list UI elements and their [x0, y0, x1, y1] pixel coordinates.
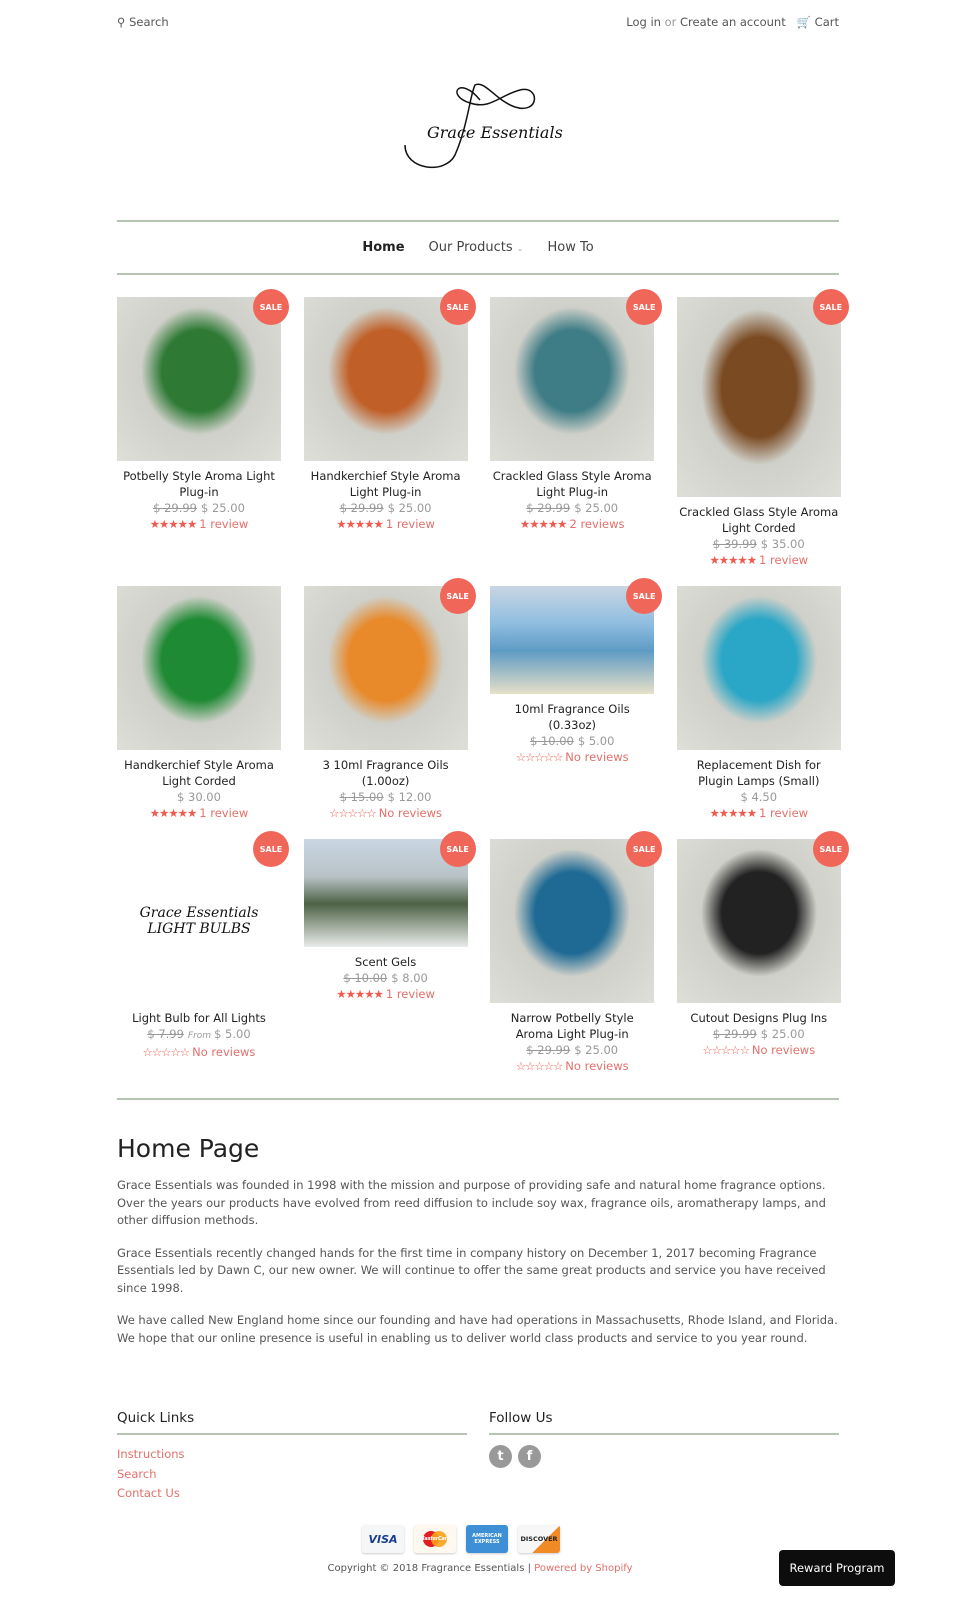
create-account-link[interactable]: Create an account	[680, 15, 786, 29]
product-image[interactable]	[677, 297, 841, 497]
mastercard-icon	[414, 1525, 456, 1553]
link-contact-us[interactable]: Contact Us	[117, 1486, 180, 1500]
sale-price: $ 4.50	[740, 790, 778, 804]
home-page-content	[117, 1134, 839, 1362]
sale-price: $ 30.00	[177, 790, 221, 804]
sale-price: $ 25.00	[760, 1027, 805, 1041]
account-links: Log in or Create an account 🛒 Cart	[626, 15, 839, 29]
product-image[interactable]	[304, 586, 468, 750]
star-rating-icon: ☆☆☆☆☆	[329, 806, 376, 820]
product-price	[117, 500, 281, 516]
star-rating-icon: ★★★★★	[709, 553, 757, 567]
product-card[interactable]	[677, 839, 841, 1074]
product-title[interactable]: Handkerchief Style Aroma Light Corded	[124, 758, 274, 788]
product-rating[interactable]	[117, 516, 281, 532]
product-card[interactable]	[490, 586, 654, 821]
sale-badge: SALE	[813, 831, 849, 867]
review-count: No reviews	[565, 750, 629, 764]
product-image[interactable]	[677, 586, 841, 750]
mastercard-label: MasterCard	[419, 1536, 451, 1542]
review-count: 1 review	[199, 517, 249, 531]
page-title: Home Page	[117, 1134, 260, 1163]
powered-by-shopify-link[interactable]: Powered by Shopify	[534, 1563, 633, 1574]
review-count: 1 review	[759, 806, 809, 820]
site-logo[interactable]	[400, 75, 563, 175]
review-count: 1 review	[759, 553, 809, 567]
review-count: No reviews	[751, 1043, 816, 1057]
product-rating[interactable]	[304, 516, 468, 532]
nav-how-to[interactable]: How To	[547, 240, 594, 255]
original-price: $ 29.99	[526, 501, 571, 515]
original-price: $ 7.99	[147, 1027, 184, 1041]
original-price: $ 10.00	[343, 971, 388, 985]
product-rating[interactable]	[117, 1044, 281, 1060]
product-card[interactable]	[490, 297, 654, 568]
main-nav	[117, 220, 839, 275]
sale-price: $ 25.00	[387, 501, 432, 515]
facebook-icon[interactable]: f	[518, 1445, 541, 1468]
sale-price: $ 5.00	[577, 734, 615, 748]
nav-home[interactable]: Home	[362, 240, 405, 255]
reward-program-button[interactable]: Reward Program	[779, 1550, 895, 1586]
product-grid	[117, 297, 843, 1074]
product-image[interactable]	[677, 839, 841, 1003]
product-card[interactable]	[117, 297, 281, 568]
star-rating-icon: ★★★★★	[336, 987, 383, 1001]
discover-icon: DISCOVER	[518, 1525, 560, 1553]
top-bar	[117, 12, 839, 32]
cart-link[interactable]: Cart	[814, 15, 839, 29]
product-price	[117, 1026, 281, 1044]
sale-badge: SALE	[440, 831, 476, 867]
from-label: From	[187, 1031, 212, 1041]
star-rating-icon: ☆☆☆☆☆	[515, 1059, 563, 1073]
product-image[interactable]: Grace Essentials LIGHT BULBS	[139, 905, 259, 937]
product-rating[interactable]	[490, 749, 654, 765]
star-rating-icon: ★★★★★	[709, 806, 757, 820]
review-count: No reviews	[378, 806, 443, 820]
link-search[interactable]: Search	[117, 1466, 157, 1481]
original-price: $ 15.00	[339, 790, 384, 804]
sale-badge: SALE	[626, 289, 662, 325]
sale-price: $ 25.00	[574, 501, 619, 515]
product-price	[490, 733, 654, 749]
star-rating-icon: ★★★★★	[519, 517, 567, 531]
visa-icon: VISA	[362, 1525, 404, 1553]
original-price: $ 29.99	[712, 1027, 757, 1041]
review-count: 1 review	[385, 987, 435, 1001]
product-title[interactable]: Cutout Designs Plug Ins	[690, 1011, 828, 1025]
quick-links	[117, 1410, 467, 1504]
review-count: No reviews	[565, 1059, 629, 1073]
star-rating-icon: ☆☆☆☆☆	[702, 1043, 749, 1057]
product-title[interactable]: Potbelly Style Aroma Light Plug-in	[123, 469, 275, 499]
product-price	[677, 789, 841, 805]
sale-price: $ 25.00	[574, 1043, 619, 1057]
cart-icon[interactable]: 🛒	[796, 15, 812, 29]
product-price	[304, 500, 468, 516]
review-count: No reviews	[192, 1045, 256, 1059]
product-rating[interactable]	[304, 986, 468, 1002]
star-rating-icon: ★★★★★	[336, 517, 383, 531]
divider	[117, 1098, 839, 1100]
paragraph: Grace Essentials was founded in 1998 with the mission and purpose of providing safe and natural home fragrance options. Over the years our products have evolved from reed diffusion to include soy wax, fragrance oils, aromatherapy lamps, and other diffusion methods.	[117, 1178, 826, 1227]
chevron-down-icon: ⌄	[516, 244, 524, 253]
product-rating[interactable]	[677, 1042, 841, 1058]
product-card[interactable]	[304, 586, 468, 821]
link-instructions[interactable]: Instructions	[117, 1447, 185, 1461]
product-card[interactable]	[304, 297, 468, 568]
product-price	[304, 789, 468, 805]
sale-badge: SALE	[813, 289, 849, 325]
twitter-icon[interactable]: t	[489, 1445, 512, 1468]
product-price	[304, 970, 468, 986]
sale-price: $ 12.00	[387, 790, 432, 804]
product-title[interactable]: 10ml Fragrance Oils (0.33oz)	[514, 702, 630, 732]
product-image[interactable]	[117, 586, 281, 750]
original-price: $ 29.99	[153, 501, 197, 515]
product-card[interactable]	[117, 586, 281, 821]
product-rating[interactable]	[490, 1058, 654, 1074]
product-title[interactable]: 3 10ml Fragrance Oils (1.00oz)	[322, 758, 449, 788]
product-card[interactable]	[677, 297, 841, 568]
product-card[interactable]	[304, 839, 468, 1074]
payment-icons	[362, 1525, 560, 1553]
product-price	[490, 500, 654, 516]
product-card[interactable]	[490, 839, 654, 1074]
copyright: Copyright © 2018 Fragrance Essentials | Powered by Shopify	[327, 1563, 633, 1574]
original-price: $ 29.99	[339, 501, 384, 515]
review-count: 2 reviews	[569, 517, 625, 531]
product-rating[interactable]	[677, 805, 841, 821]
sale-badge: SALE	[253, 831, 289, 867]
product-title[interactable]: Crackled Glass Style Aroma Light Corded	[679, 505, 839, 535]
sale-badge: SALE	[253, 289, 289, 325]
original-price: $ 29.99	[526, 1043, 571, 1057]
sale-price: $ 8.00	[391, 971, 428, 985]
product-title[interactable]: Light Bulb for All Lights	[132, 1011, 266, 1025]
product-title[interactable]: Replacement Dish for Plugin Lamps (Small)	[696, 758, 821, 788]
product-price	[117, 789, 281, 805]
product-price	[677, 1026, 841, 1042]
product-image[interactable]	[117, 297, 281, 461]
star-rating-icon: ★★★★★	[149, 517, 197, 531]
search-icon: ⚲	[117, 15, 126, 29]
product-price	[490, 1042, 654, 1058]
star-rating-icon: ☆☆☆☆☆	[142, 1045, 190, 1059]
review-count: 1 review	[199, 806, 249, 820]
paragraph: We have called New England home since our founding and have had operations in Massachusetts, Rhode Island, and Florida. We hope that our online presence is useful in enabling us to deliver world class products and service to you year round.	[117, 1313, 838, 1345]
product-title[interactable]: Narrow Potbelly Style Aroma Light Plug-in	[510, 1011, 634, 1041]
footer	[117, 1410, 839, 1504]
product-rating[interactable]	[304, 805, 468, 821]
follow-us-title: Follow Us	[489, 1410, 839, 1435]
original-price: $ 10.00	[529, 734, 574, 748]
sale-badge: SALE	[626, 578, 662, 614]
product-image[interactable]	[304, 297, 468, 461]
product-title[interactable]: Crackled Glass Style Aroma Light Plug-in	[492, 469, 652, 499]
follow-us	[489, 1410, 839, 1504]
sale-price: $ 35.00	[760, 537, 805, 551]
sale-badge: SALE	[440, 289, 476, 325]
search-link[interactable]: ⚲ Search	[117, 15, 169, 29]
product-price	[677, 536, 841, 552]
star-rating-icon: ★★★★★	[149, 806, 197, 820]
sale-badge: SALE	[440, 578, 476, 614]
paragraph: Grace Essentials recently changed hands for the first time in company history on December 1, 2017 becoming Fragrance Essentials led by Dawn C, our new owner. We will continue to offer the same great products and service you have received since 1998.	[117, 1245, 826, 1295]
product-image[interactable]	[490, 839, 654, 1003]
product-title[interactable]: Handkerchief Style Aroma Light Plug-in	[310, 469, 461, 499]
sale-price: $ 25.00	[201, 501, 245, 515]
product-rating[interactable]	[677, 552, 841, 568]
amex-icon: AMERICAN EXPRESS	[466, 1525, 508, 1553]
quick-links-title: Quick Links	[117, 1410, 467, 1435]
star-rating-icon: ☆☆☆☆☆	[515, 750, 563, 764]
nav-our-products[interactable]: Our Products ⌄	[428, 240, 524, 255]
product-rating[interactable]	[490, 516, 654, 532]
sale-badge: SALE	[626, 831, 662, 867]
review-count: 1 review	[385, 517, 435, 531]
original-price: $ 39.99	[712, 537, 757, 551]
product-title[interactable]: Scent Gels	[354, 955, 417, 969]
login-link[interactable]: Log in	[626, 15, 661, 29]
product-card[interactable]	[117, 839, 281, 1074]
logo-text: Grace Essentials	[427, 123, 563, 142]
product-image[interactable]	[490, 297, 654, 461]
product-rating[interactable]	[117, 805, 281, 821]
product-card[interactable]	[677, 586, 841, 821]
sale-price: $ 5.00	[214, 1027, 251, 1041]
